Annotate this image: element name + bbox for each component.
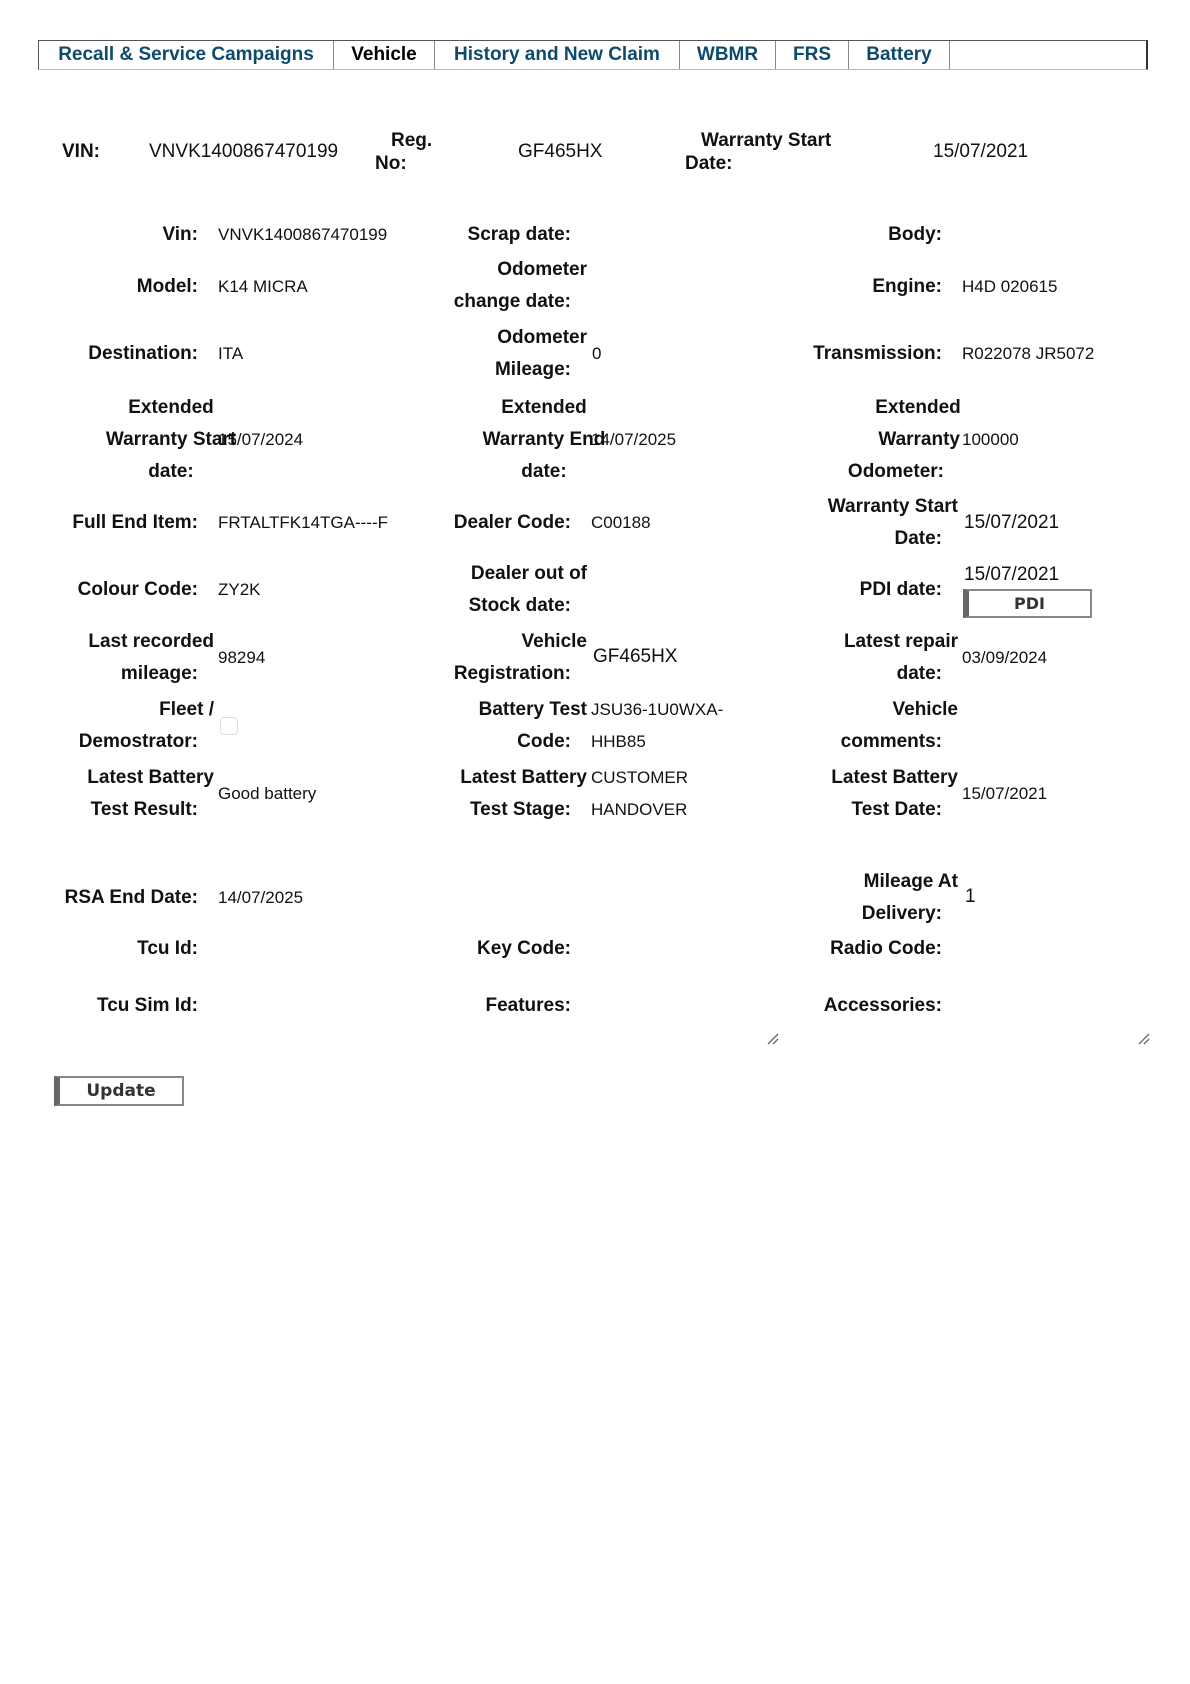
tab-recall-service-campaigns[interactable]: Recall & Service Campaigns [39,41,334,69]
destination-value: ITA [218,344,244,363]
latest-battery-stage-value-line1: CUSTOMER [591,768,688,787]
dealer-out-of-stock-label [468,558,587,622]
header-wsd-label-line1: Warranty Start [701,130,832,151]
ext-warranty-odometer-label-line1: Extended [875,397,961,418]
fleet-demonstrator-checkbox[interactable] [220,717,238,735]
latest-battery-date-label [831,762,958,826]
odometer-change-date-label-line1: Odometer [497,259,587,280]
mileage-at-delivery-value: 1 [965,886,976,907]
latest-battery-date-label-line1: Latest Battery [831,767,958,788]
ext-warranty-odometer-label-line2: Warranty [878,429,960,450]
tab-wbmr[interactable]: WBMR [680,41,776,69]
colour-code-label: Colour Code: [77,579,198,600]
latest-repair-date-label-line1: Latest repair [843,631,958,652]
vin-label: Vin: [162,224,198,245]
tab-battery[interactable]: Battery [849,41,950,69]
vehicle-registration-label [453,626,587,690]
tcu-sim-id-label: Tcu Sim Id: [97,995,198,1016]
header-reg-label-line2: No: [375,153,407,174]
ext-warranty-end-value: 14/07/2025 [591,430,677,449]
latest-repair-date-label-line2: date: [896,663,942,684]
last-recorded-mileage-label-line2: mileage: [120,663,198,684]
ext-warranty-start-label-line1: Extended [128,397,214,418]
tab-bar [38,40,1148,70]
tab-filler [950,41,1146,69]
latest-battery-stage-value-line2: HANDOVER [591,800,688,819]
accessories-label: Accessories: [823,995,942,1016]
latest-battery-stage-value [591,762,688,826]
battery-test-code-label-line2: Code: [517,731,571,752]
destination-label: Destination: [88,343,198,364]
pdi-date-label: PDI date: [859,579,942,600]
key-code-label: Key Code: [477,938,571,959]
vin-value: VNVK1400867470199 [218,225,388,244]
vehicle-registration-label-line1: Vehicle [521,631,587,652]
warranty-start-date-label-line1: Warranty Start [827,496,958,517]
header-vin-label: VIN: [62,141,100,162]
vehicle-registration-label-line2: Registration: [453,663,571,684]
warranty-start-date-value: 15/07/2021 [964,512,1060,533]
engine-value: H4D 020615 [962,277,1058,296]
rsa-end-date-value: 14/07/2025 [218,888,304,907]
fleet-demonstrator-label-line2: Demostrator: [78,731,198,752]
dealer-code-value: C00188 [591,513,651,532]
model-label: Model: [136,276,198,297]
features-textarea-resize-handle-icon[interactable] [766,1032,780,1046]
ext-warranty-end-label-line1: Extended [501,397,587,418]
ext-warranty-end-label-line2: Warranty End [482,429,606,450]
dealer-code-label: Dealer Code: [453,512,571,533]
header-reg-value: GF465HX [518,141,603,162]
latest-battery-result-label-line1: Latest Battery [87,767,214,788]
latest-battery-stage-label-line1: Latest Battery [460,767,587,788]
mileage-at-delivery-label-line1: Mileage At [863,871,958,892]
odometer-change-date-label [453,254,587,318]
accessories-textarea-resize-handle-icon[interactable] [1137,1032,1151,1046]
latest-battery-result-label-line2: Test Result: [90,799,198,820]
header-reg-label [375,129,432,175]
tcu-id-label: Tcu Id: [137,938,198,959]
tab-vehicle[interactable]: Vehicle [334,41,435,69]
last-recorded-mileage-value: 98294 [218,648,266,667]
header-warranty-start-label [685,129,831,175]
vehicle-comments-label-line2: comments: [840,731,942,752]
latest-battery-date-value: 15/07/2021 [962,784,1048,803]
radio-code-label: Radio Code: [830,938,942,959]
colour-code-value: ZY2K [218,580,261,599]
latest-battery-stage-label [460,762,587,826]
pdi-date-value: 15/07/2021 [964,564,1060,585]
header-vin-value: VNVK1400867470199 [149,141,339,162]
fleet-demonstrator-label [78,694,214,758]
features-label: Features: [485,995,571,1016]
ext-warranty-odometer-value: 100000 [962,430,1019,449]
odometer-mileage-label [494,322,587,386]
latest-repair-date-label [843,626,958,690]
dealer-out-of-stock-label-line1: Dealer out of [470,563,587,584]
pdi-button[interactable]: PDI [963,589,1092,618]
fleet-demonstrator-label-line1: Fleet / [159,699,214,720]
rsa-end-date-label: RSA End Date: [64,887,198,908]
ext-warranty-start-value: 15/07/2024 [218,430,304,449]
transmission-label: Transmission: [813,343,942,364]
model-value: K14 MICRA [218,277,308,296]
ext-warranty-start-label-line3: date: [148,461,194,482]
latest-battery-date-label-line2: Test Date: [851,799,942,820]
header-warranty-start-value: 15/07/2021 [933,141,1029,162]
latest-battery-stage-label-line2: Test Stage: [469,799,571,820]
full-end-item-value: FRTALTFK14TGA----F [218,513,388,532]
battery-test-code-label-line1: Battery Test [478,699,587,720]
ext-warranty-start-label-line2: Warranty Start [105,429,237,450]
transmission-value: R022078 JR5072 [962,344,1095,363]
header-reg-label-line1: Reg. [391,130,433,151]
last-recorded-mileage-label [88,626,214,690]
dealer-out-of-stock-label-line2: Stock date: [468,595,571,616]
tab-history-new-claim[interactable]: History and New Claim [435,41,680,69]
warranty-start-date-label [827,491,958,555]
vehicle-registration-value: GF465HX [593,646,678,667]
mileage-at-delivery-label-line2: Delivery: [861,903,942,924]
update-button[interactable]: Update [54,1076,184,1106]
ext-warranty-odometer-label-line3: Odometer: [847,461,944,482]
mileage-at-delivery-label [861,866,958,930]
full-end-item-label: Full End Item: [72,512,198,533]
odometer-change-date-label-line2: change date: [453,291,571,312]
vehicle-comments-label-line1: Vehicle [892,699,958,720]
odometer-mileage-label-line2: Mileage: [494,359,571,380]
battery-test-code-value [591,694,723,758]
header-wsd-label-line2: Date: [685,153,733,174]
tab-frs[interactable]: FRS [776,41,849,69]
battery-test-code-label [478,694,587,758]
warranty-start-date-label-line2: Date: [894,528,942,549]
vehicle-comments-label [840,694,958,758]
latest-battery-result-label [87,762,214,826]
battery-test-code-value-line2: HHB85 [591,732,646,751]
last-recorded-mileage-label-line1: Last recorded [88,631,214,652]
engine-label: Engine: [872,276,942,297]
latest-battery-result-value: Good battery [218,784,317,803]
body-label: Body: [888,224,942,245]
scrap-date-label: Scrap date: [467,224,571,245]
latest-repair-date-value: 03/09/2024 [962,648,1048,667]
battery-test-code-value-line1: JSU36-1U0WXA- [591,700,724,719]
ext-warranty-end-label-line3: date: [521,461,567,482]
odometer-mileage-value: 0 [592,344,602,363]
odometer-mileage-label-line1: Odometer [497,327,587,348]
